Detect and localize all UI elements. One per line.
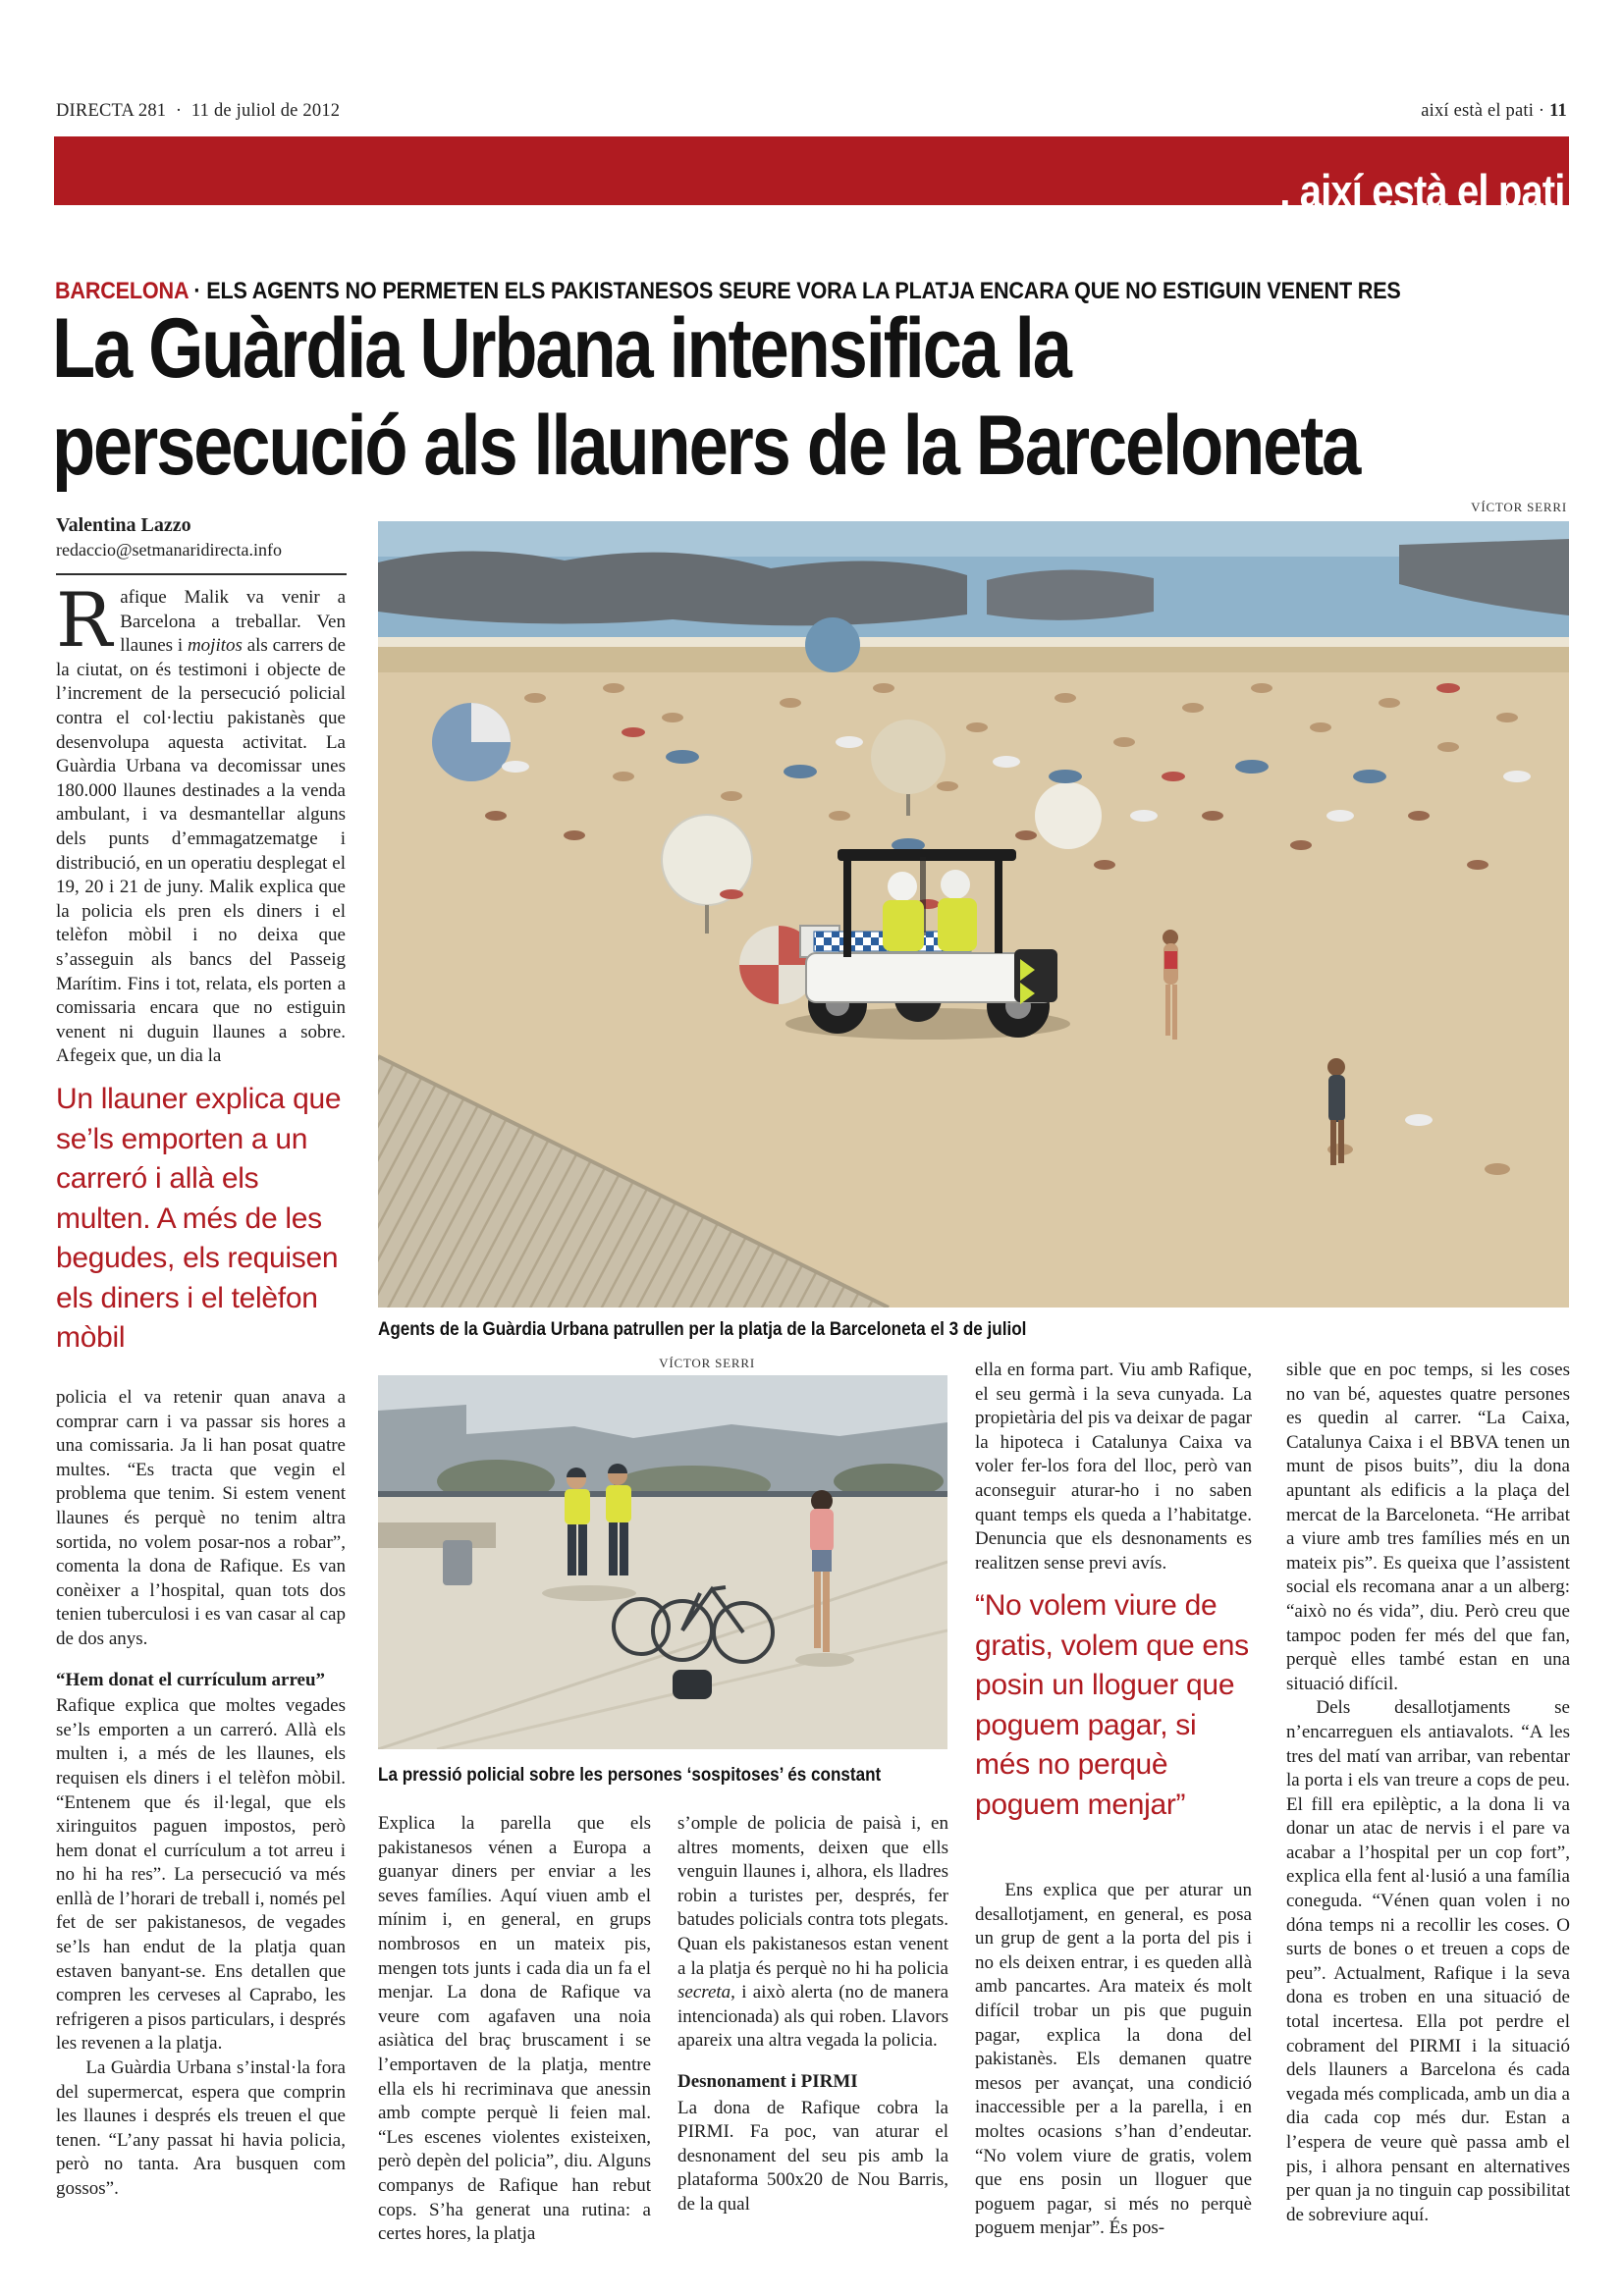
italic-term: secreta [677, 1982, 731, 2003]
section-name: així està el pati [1421, 101, 1535, 121]
subhead-desnonament: Desnonament i PIRMI [677, 2070, 858, 2092]
photo-main-caption: Agents de la Guàrdia Urbana patrullen per la platja de la Barceloneta el 3 de juliol [378, 1319, 1027, 1340]
paragraph: Explica la parella que els pakistanesos vénen a Europa a guanyar diners per enviar a les seves famílies. Aquí viuen amb el mínim i, en general, en grups nombrosos en un mateix pis, mengen tots junts i cada dia un fa el menjar. La dona de Rafique va veure com agafaven una noia asiàtica del braç bruscament i se l’emportaven de la platja, mentre ella els hi recriminava que anessin amb compte perquè li feien mal. “Les escenes violentes existeixen, però depèn del policia”, diu. Alguns companys de Rafique han rebut cops. S’ha generat una rutina: a certes hores, la platja [378, 1813, 651, 2245]
paragraph: Ens explica que per aturar un desallotjament, en general, es posa un grup de gent a la porta del pis i no els deixen entrar, i es queden allà amb pancartes. Ara mateix és molt difícil trobar un pis que puguin pagar, explica la dona del pakistanès. Els demanen quatre mesos per avançat, una condició inaccessible per a la parella, i en moltes ocasions s’han d’endeutar. “No volem viure de gratis, volem que ens posin un lloguer que poguem pagar, si més no perquè poguem menjar”. És pos- [975, 1880, 1252, 2239]
paragraph: Rafique explica que moltes vegades se’ls emporten a un carreró. Allà els multen i, a més de les llaunes, els requisen els diners i el telèfon mòbil. “Entenem que és il·legal, que els xiringuitos paguen impostos, però hem donat el currículum a tot arreu i no hi ha res”. La persecució va més enllà de l’horari de treball i, només pel fet de ser pakistanesos, de vegades se’ls han endut de la platja quan estaven banyant-se. Ens detallen que compren les cerveses al Caprabo, les refrigeren a pisos particulars, i després les revenen a la platja. [56, 1695, 346, 2055]
article-col1-top [56, 576, 346, 1069]
paragraph: Dels desallotjaments se n’encarreguen els antiavalots. “A les tres del matí van arribar, van rebentar la porta i els van treure a cops de peu. El fill era epilèptic, a la dona li va donar un atac de nervis i el pare va acabar a l’hospital per un cop fort”, explica ella fent al·lusió a una família coneguda. “Vénen quan volen i no dóna temps ni a recollir les coses. O surts de bones o et treuen a cops de peu”. Actualment, Rafique i la seva dona es troben en una situació de total incertesa. Ella pot perdre el cobrament del PIRMI i la situació dels llauners a Barcelona és cada vegada més complicada, amb un dia a dia cada cop més dur. Estan a l’espera de veure què passa amb el pis, i alhora pensant en alternatives per quan ja no tinguin cap possibilitat de sobreviure aquí. [1286, 1697, 1570, 2225]
paragraph: La dona de Rafique cobra la PIRMI. Fa poc, van aturar el desnonament del seu pis amb la plataforma 500x20 de Nou Barris, de la qual [677, 2097, 948, 2215]
main-photo-illustration [378, 521, 1569, 1308]
paragraph-text: , i això alerta (no de manera intencionada) als qui roben. Llavors apareix una altra vegada la policia. [677, 1982, 948, 2052]
photo-secondary-credit: VÍCTOR SERRI [659, 1356, 755, 1370]
photo-main-credit: VÍCTOR SERRI [1471, 500, 1567, 514]
paragraph: sible que en poc temps, si les coses no van bé, aquestes quatre persones es quedin al carrer. “La Caixa, Catalunya Caixa i el BBVA tenen un munt de pisos buits”, diu la dona apuntant als edificis a la plaça del mercat de la Barceloneta. “He arribat a viure amb tres famílies més en un mateix pis”. Es queixa que l’assistent social els recomana anar a un alberg: “això no és vida”, diu. Però creu que tampoc poden fer més del que fan, perquè elles també estan en una situació difícil. [1286, 1360, 1570, 1694]
paragraph [677, 1812, 948, 2054]
masthead-right [1421, 101, 1567, 122]
kicker-separator: · [193, 278, 201, 304]
byline [56, 514, 347, 575]
article-col4-bottom [975, 1879, 1252, 2241]
headline [52, 300, 1608, 495]
paragraph: ella en forma part. Viu amb Rafique, el seu germà i la seva cunyada. La propietària del pis va deixar de pagar la hipoteca i Catalunya Caixa va voler fer-los fora del lloc, però van aconseguir aturar-ho i no saben quant temps els queda a l’habitatge. Denuncia que els desnonaments es realitzen sense previ avís. [975, 1360, 1252, 1574]
kicker-text: ELS AGENTS NO PERMETEN ELS PAKISTANESOS SEURE VORA LA PLATJA ENCARA QUE NO ESTIGUIN VENENT RES [206, 278, 1401, 304]
photo-secondary-caption: La pressió policial sobre les persones ‘sospitoses’ és constant [378, 1765, 882, 1786]
article-col3 [677, 1812, 948, 2217]
paragraph-text: s’omple de policia de paisà i, en altres moments, deixen que ells venguin llaunes i, alhora, els lladres robin a turistes per, després, fer batudes policials contra tots plegats. Quan els pakistanesos estan venent a la platja és perquè no hi ha policia [677, 1813, 948, 1979]
masthead-separator-2: · [1538, 101, 1545, 121]
headline-line-2: persecució als llauners de la Barceloneta [52, 399, 1360, 493]
headline-line-1: La Guàrdia Urbana intensifica la [52, 301, 1070, 396]
article-col5 [1286, 1359, 1570, 2227]
paragraph [56, 576, 346, 1069]
secondary-photo-illustration [378, 1375, 947, 1749]
pullquote-left: Un llauner explica que se’ls emporten a un carreró i allà els multen. A més de les begudes, els requisen els diners i el telèfon mòbil [56, 1083, 342, 1354]
masthead-separator: · [175, 101, 183, 121]
paragraph-text: als carrers de la ciutat, on és testimoni i objecte de l’increment de la persecució policial contra el col·lectiu pakistanès que desenvolupa aquesta activitat. La Guàrdia Urbana va decomissar unes 180.000 llaunes destinades a la venda ambulant, i va desmantellar alguns dels punts d’emmagatzematge i distribució, en un operatiu desplegat el 19, 20 i 21 de juny. Malik explica que la policia els pren els diners i el telèfon mòbil i no deixa que s’asseguin als bancs del Passeig Marítim. Fins i tot, relata, els porten a comissaria encara que no estiguin venent ni duguin llaunes a sobre. Afegeix que, un dia la [56, 635, 346, 1067]
secondary-photo [378, 1375, 947, 1749]
issue-label: DIRECTA 281 [56, 101, 167, 121]
pullquote-right: “No volem viure de gratis, volem que ens posin un lloguer que poguem pagar, si més no perquè poguem menjar” [975, 1589, 1249, 1821]
subhead-curriculum: “Hem donat el currículum arreu” [56, 1669, 326, 1690]
backpack-shape [673, 1670, 712, 1699]
section-banner-label: , així està el pati [1279, 165, 1565, 217]
paragraph-text: afique Malik va venir a Barcelona a treballar. Ven llaunes i [120, 587, 346, 657]
drop-cap: R [56, 576, 113, 664]
main-photo [378, 521, 1569, 1308]
paragraph: La Guàrdia Urbana s’instal·la fora del supermercat, espera que comprin les llaunes i després els treuen el que tenen. “L’any passat hi havia policia, però no tanta. Ara busquen com gossos”. [56, 2057, 346, 2199]
author-name: Valentina Lazzo [56, 514, 191, 536]
masthead-left [56, 101, 340, 122]
paragraph: policia el va retenir quan anava a comprar carn i va passar sis hores a una comissaria. Ja li han posat quatre multes. “Es tracta que vegin el problema que tenim. Si estem venent llaunes és perquè no tenim altra sortida, no volem posar-nos a robar”, comenta la dona de Rafique. Es van conèixer a l’hospital, quan tots dos tenien tuberculosi i es van casar al cap de dos anys. [56, 1387, 346, 1649]
kicker-location: BARCELONA [55, 278, 189, 304]
section-banner [54, 136, 1569, 217]
author-email: redaccio@setmanaridirecta.info [56, 540, 282, 560]
italic-term: mojitos [187, 635, 243, 657]
article-col2 [378, 1812, 651, 2247]
page-number: 11 [1549, 101, 1567, 121]
issue-date: 11 de juliol de 2012 [190, 101, 341, 121]
article-col1-bottom [56, 1386, 346, 2202]
byline-rule [56, 573, 347, 575]
article-col4-top [975, 1359, 1252, 1575]
